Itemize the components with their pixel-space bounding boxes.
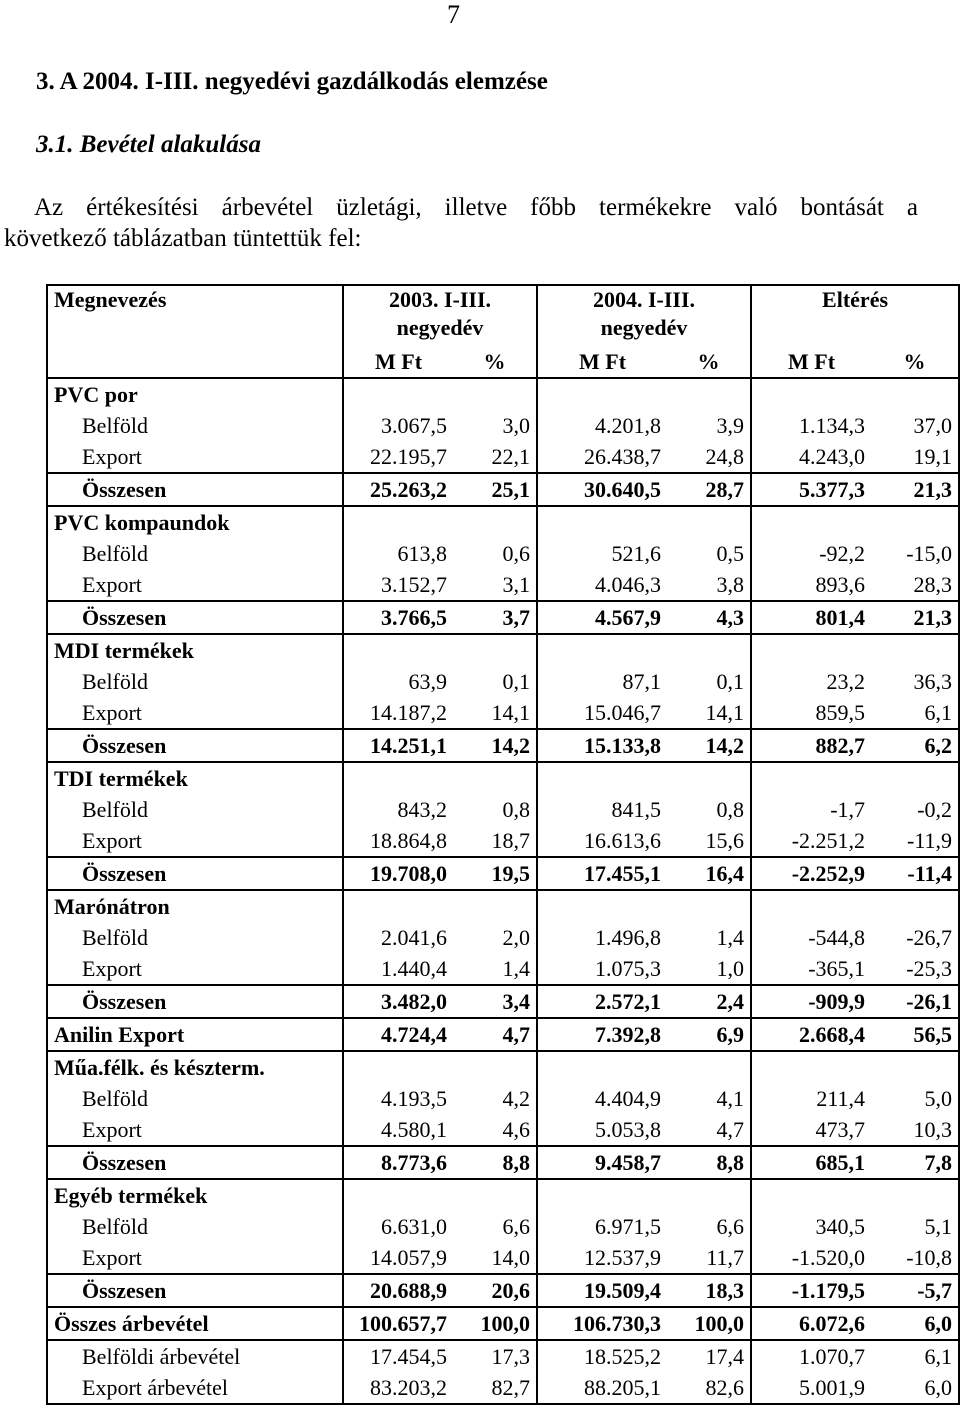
- data-row: [47, 538, 959, 569]
- section-title-row: [47, 1051, 959, 1083]
- row-label: Export: [47, 569, 343, 601]
- empty-cell: [343, 1179, 453, 1211]
- pct-diff-cell: -15,0: [871, 538, 959, 569]
- mft-diff-cell: 893,6: [751, 569, 871, 601]
- data-row: [47, 410, 959, 441]
- mft-diff-cell: 5.001,9: [751, 1372, 871, 1404]
- empty-cell: [537, 890, 667, 922]
- pct-2004-cell: 4,7: [716, 1117, 745, 1142]
- mft-2004-cell: 88.205,1: [537, 1372, 667, 1404]
- pct-2003-cell: 14,1: [491, 700, 531, 725]
- pct-2004-cell: 82,6: [667, 1372, 751, 1404]
- mft-2004-cell: 4.404,9: [537, 1083, 667, 1114]
- pct-2004-cell: 4,1: [716, 1086, 745, 1111]
- pct-2003-cell: 14,2: [453, 729, 537, 762]
- row-label: Belföld: [47, 666, 343, 697]
- section-title-row: [47, 506, 959, 538]
- pct-diff-cell: 6,0: [871, 1307, 959, 1340]
- pct-2003-cell: 3,4: [453, 985, 537, 1018]
- mft-2004-cell: 106.730,3: [537, 1307, 667, 1340]
- pct-2004-cell: 14,1: [705, 700, 745, 725]
- mft-2003-cell: 8.773,6: [343, 1146, 453, 1179]
- mft-diff-cell: -2.251,2: [751, 825, 871, 857]
- empty-cell: [667, 506, 751, 538]
- revenue-table-body: [47, 285, 959, 1404]
- mft-2004-cell: 18.525,2: [537, 1340, 667, 1372]
- data-row: [47, 1083, 959, 1114]
- mft-2004-cell: 26.438,7: [537, 441, 667, 473]
- mft-2004-cell: 15.133,8: [537, 729, 667, 762]
- row-label: Összesen: [47, 1274, 343, 1307]
- mft-2003-cell: 6.631,0: [343, 1211, 453, 1242]
- row-label: Belföld: [47, 794, 343, 825]
- pct-2004-cell: 0,5: [716, 541, 745, 566]
- empty-cell: [453, 762, 537, 794]
- sum-row: [47, 729, 959, 762]
- header-mft-2003: M Ft: [343, 346, 453, 378]
- mft-2004-cell: 9.458,7: [537, 1146, 667, 1179]
- mft-2004-cell: 4.046,3: [537, 569, 667, 601]
- empty-cell: [751, 1179, 871, 1211]
- pct-2004-cell: 1,0: [716, 956, 745, 981]
- row-label: Belföld: [47, 1083, 343, 1114]
- row-label: Export: [47, 953, 343, 985]
- mft-2004-cell: 2.572,1: [537, 985, 667, 1018]
- pct-2003-cell: 0,8: [502, 797, 531, 822]
- mft-diff-cell: -365,1: [751, 953, 871, 985]
- pct-2003-cell: 0,6: [502, 541, 531, 566]
- pct-2004-cell: 16,4: [667, 857, 751, 890]
- pct-diff-cell: 28,3: [871, 569, 959, 601]
- pct-2003-cell: 3,1: [502, 572, 531, 597]
- pct-2003-cell: 25,1: [453, 473, 537, 506]
- mft-diff-cell: -92,2: [751, 538, 871, 569]
- mft-2004-cell: 19.509,4: [537, 1274, 667, 1307]
- mft-2003-cell: 1.440,4: [343, 953, 453, 985]
- header-mft-2004: M Ft: [537, 346, 667, 378]
- pct-2003-cell: 20,6: [453, 1274, 537, 1307]
- mft-2003-cell: 14.187,2: [343, 697, 453, 729]
- data-row: [47, 666, 959, 697]
- mft-2003-cell: 17.454,5: [343, 1340, 453, 1372]
- mft-2004-cell: 12.537,9: [537, 1242, 667, 1274]
- revenue-table: [46, 284, 960, 1405]
- pct-2004-cell: 4,3: [667, 601, 751, 634]
- intro-paragraph: [4, 192, 918, 254]
- row-label: Export: [47, 441, 343, 473]
- empty-cell: [667, 1051, 751, 1083]
- mft-2003-cell: 18.864,8: [343, 825, 453, 857]
- row-label: Export: [47, 1242, 343, 1274]
- pct-2003-cell: 4,7: [453, 1018, 537, 1051]
- pct-2003-cell: 22,1: [491, 444, 531, 469]
- data-row: [47, 441, 959, 473]
- mft-diff-cell: -544,8: [751, 922, 871, 953]
- mft-2003-cell: 4.193,5: [343, 1083, 453, 1114]
- pct-2004-cell: 14,2: [667, 729, 751, 762]
- empty-cell: [667, 762, 751, 794]
- empty-cell: [751, 378, 871, 410]
- pct-2003-cell: 100,0: [453, 1307, 537, 1340]
- header-2003-line2: negyedév: [396, 315, 484, 340]
- empty-cell: [667, 1179, 751, 1211]
- section-title: Marónátron: [47, 890, 343, 922]
- empty-cell: [343, 506, 453, 538]
- empty-cell: [343, 1051, 453, 1083]
- mft-2004-cell: 4.567,9: [537, 601, 667, 634]
- section-title-row: [47, 634, 959, 666]
- pct-diff-cell: 10,3: [871, 1114, 959, 1146]
- pct-diff-cell: -5,7: [871, 1274, 959, 1307]
- pct-2004-cell: 1,4: [716, 925, 745, 950]
- mft-diff-cell: 473,7: [751, 1114, 871, 1146]
- empty-cell: [453, 634, 537, 666]
- sum-row: [47, 473, 959, 506]
- pct-2003-cell: 3,0: [502, 413, 531, 438]
- empty-cell: [751, 634, 871, 666]
- empty-cell: [453, 506, 537, 538]
- mft-2004-cell: 1.075,3: [537, 953, 667, 985]
- pct-2004-cell: 0,8: [716, 797, 745, 822]
- pct-2004-cell: 17,4: [705, 1344, 745, 1369]
- empty-cell: [871, 762, 959, 794]
- pct-2003-cell: 82,7: [453, 1372, 537, 1404]
- mft-2003-cell: 3.067,5: [343, 410, 453, 441]
- mft-2004-cell: 4.201,8: [537, 410, 667, 441]
- empty-cell: [871, 634, 959, 666]
- row-label: Belföld: [47, 922, 343, 953]
- data-row: [47, 794, 959, 825]
- mft-2004-cell: 841,5: [537, 794, 667, 825]
- empty-cell: [871, 506, 959, 538]
- header-row-periods: [47, 285, 959, 346]
- section-heading: 3. A 2004. I-III. negyedévi gazdálkodás elemzése: [36, 68, 548, 95]
- section-title-row: [47, 762, 959, 794]
- row-label: Összesen: [47, 985, 343, 1018]
- sum-row: [47, 1146, 959, 1179]
- mft-diff-cell: 23,2: [751, 666, 871, 697]
- pct-2003-cell: 18,7: [491, 828, 531, 853]
- empty-cell: [537, 762, 667, 794]
- mft-diff-cell: 4.243,0: [751, 441, 871, 473]
- pct-diff-cell: -11,9: [871, 825, 959, 857]
- intro-line-1: Az értékesítési árbevétel üzletági, illetve főbb termékekre való bontását a: [34, 194, 918, 221]
- section-title-row: [47, 378, 959, 410]
- domestic-revenue-row: [47, 1340, 959, 1372]
- section-title: PVC por: [47, 378, 343, 410]
- empty-cell: [751, 506, 871, 538]
- empty-cell: [453, 1179, 537, 1211]
- header-row-units: [47, 346, 959, 378]
- header-megnevezes: Megnevezés: [47, 285, 343, 346]
- header-mft-diff: M Ft: [751, 346, 871, 378]
- row-label: Összesen: [47, 857, 343, 890]
- mft-2003-cell: 613,8: [343, 538, 453, 569]
- pct-2004-cell: 24,8: [705, 444, 745, 469]
- pct-2003-cell: 3,7: [453, 601, 537, 634]
- mft-diff-cell: 211,4: [751, 1083, 871, 1114]
- export-revenue-row: [47, 1372, 959, 1404]
- mft-2003-cell: 63,9: [343, 666, 453, 697]
- mft-diff-cell: -1,7: [751, 794, 871, 825]
- pct-2004-cell: 100,0: [667, 1307, 751, 1340]
- pct-diff-cell: -0,2: [871, 794, 959, 825]
- mft-diff-cell: -909,9: [751, 985, 871, 1018]
- header-pct-2003: %: [483, 349, 506, 374]
- pct-diff-cell: 6,2: [871, 729, 959, 762]
- pct-diff-cell: 5,1: [871, 1211, 959, 1242]
- row-label: Export árbevétel: [47, 1372, 343, 1404]
- empty-cell: [667, 634, 751, 666]
- pct-2004-cell: 3,8: [716, 572, 745, 597]
- mft-2004-cell: 87,1: [537, 666, 667, 697]
- mft-2004-cell: 15.046,7: [537, 697, 667, 729]
- empty-cell: [343, 890, 453, 922]
- pct-diff-cell: 6,1: [871, 1340, 959, 1372]
- data-row: [47, 825, 959, 857]
- header-2004-line1: 2004. I-III.: [592, 287, 696, 312]
- row-label: Összesen: [47, 601, 343, 634]
- mft-2004-cell: 7.392,8: [537, 1018, 667, 1051]
- pct-2004-cell: 6,9: [667, 1018, 751, 1051]
- pct-diff-cell: -11,4: [871, 857, 959, 890]
- mft-2003-cell: 4.724,4: [343, 1018, 453, 1051]
- sum-row: [47, 985, 959, 1018]
- header-pct-diff: %: [871, 346, 959, 378]
- subsection-heading: 3.1. Bevétel alakulása: [36, 131, 261, 158]
- header-empty: [47, 346, 343, 378]
- mft-diff-cell: 2.668,4: [751, 1018, 871, 1051]
- empty-cell: [871, 378, 959, 410]
- empty-cell: [751, 1051, 871, 1083]
- mft-diff-cell: -2.252,9: [751, 857, 871, 890]
- row-label: Belföldi árbevétel: [47, 1340, 343, 1372]
- row-label: Belföld: [47, 410, 343, 441]
- sum-row: [47, 1274, 959, 1307]
- mft-2003-cell: 2.041,6: [343, 922, 453, 953]
- empty-cell: [871, 890, 959, 922]
- empty-cell: [343, 762, 453, 794]
- mft-2003-cell: 20.688,9: [343, 1274, 453, 1307]
- anilin-row: [47, 1018, 959, 1051]
- data-row: [47, 922, 959, 953]
- header-2004-line2: negyedév: [600, 315, 688, 340]
- pct-diff-cell: -26,7: [871, 922, 959, 953]
- pct-diff-cell: 5,0: [871, 1083, 959, 1114]
- empty-cell: [537, 634, 667, 666]
- pct-2004-cell: 18,3: [667, 1274, 751, 1307]
- pct-2004-cell: 3,9: [716, 413, 745, 438]
- row-label: Összesen: [47, 1146, 343, 1179]
- mft-diff-cell: 882,7: [751, 729, 871, 762]
- pct-2003-cell: 1,4: [502, 956, 531, 981]
- header-2003: [343, 285, 537, 346]
- header-2003-line1: 2003. I-III.: [388, 287, 492, 312]
- pct-2004-cell: 2,4: [667, 985, 751, 1018]
- mft-2004-cell: 16.613,6: [537, 825, 667, 857]
- header-2004: [537, 285, 751, 346]
- pct-diff-cell: 21,3: [871, 473, 959, 506]
- empty-cell: [453, 378, 537, 410]
- empty-cell: [871, 1179, 959, 1211]
- pct-2004-cell: 8,8: [667, 1146, 751, 1179]
- data-row: [47, 569, 959, 601]
- empty-cell: [453, 890, 537, 922]
- mft-diff-cell: -1.179,5: [751, 1274, 871, 1307]
- mft-2004-cell: 1.496,8: [537, 922, 667, 953]
- row-label: Export: [47, 1114, 343, 1146]
- mft-diff-cell: -1.520,0: [751, 1242, 871, 1274]
- section-title: Műa.félk. és készterm.: [47, 1051, 343, 1083]
- mft-diff-cell: 859,5: [751, 697, 871, 729]
- row-label: Összesen: [47, 729, 343, 762]
- mft-2003-cell: 25.263,2: [343, 473, 453, 506]
- data-row: [47, 1114, 959, 1146]
- data-row: [47, 953, 959, 985]
- pct-2004-cell: 11,7: [706, 1245, 745, 1270]
- pct-diff-cell: -10,8: [871, 1242, 959, 1274]
- pct-diff-cell: 6,1: [871, 697, 959, 729]
- pct-2003-cell: 2,0: [502, 925, 531, 950]
- data-row: [47, 1211, 959, 1242]
- pct-diff-cell: 37,0: [871, 410, 959, 441]
- mft-2004-cell: 30.640,5: [537, 473, 667, 506]
- pct-2003-cell: 14,0: [491, 1245, 531, 1270]
- empty-cell: [871, 1051, 959, 1083]
- total-row: [47, 1307, 959, 1340]
- section-title-row: [47, 1179, 959, 1211]
- mft-2003-cell: 3.482,0: [343, 985, 453, 1018]
- empty-cell: [667, 378, 751, 410]
- empty-cell: [537, 506, 667, 538]
- row-label: Belföld: [47, 1211, 343, 1242]
- section-title: MDI termékek: [47, 634, 343, 666]
- mft-2003-cell: 14.057,9: [343, 1242, 453, 1274]
- mft-2003-cell: 3.152,7: [343, 569, 453, 601]
- sum-row: [47, 857, 959, 890]
- empty-cell: [751, 890, 871, 922]
- mft-2003-cell: 4.580,1: [343, 1114, 453, 1146]
- mft-2003-cell: 843,2: [343, 794, 453, 825]
- data-row: [47, 1242, 959, 1274]
- mft-diff-cell: 801,4: [751, 601, 871, 634]
- pct-2003-cell: 4,6: [502, 1117, 531, 1142]
- row-label: Anilin Export: [47, 1018, 343, 1051]
- empty-cell: [343, 634, 453, 666]
- data-row: [47, 697, 959, 729]
- mft-2003-cell: 100.657,7: [343, 1307, 453, 1340]
- pct-2004-cell: 15,6: [705, 828, 745, 853]
- pct-diff-cell: 7,8: [871, 1146, 959, 1179]
- pct-diff-cell: -26,1: [871, 985, 959, 1018]
- empty-cell: [537, 378, 667, 410]
- row-label: Összesen: [47, 473, 343, 506]
- mft-diff-cell: 1.070,7: [751, 1340, 871, 1372]
- row-label: Export: [47, 825, 343, 857]
- section-title: TDI termékek: [47, 762, 343, 794]
- pct-2003-cell: 19,5: [453, 857, 537, 890]
- header-pct-2004: %: [697, 349, 720, 374]
- row-label: Összes árbevétel: [47, 1307, 343, 1340]
- pct-2004-cell: 28,7: [667, 473, 751, 506]
- mft-2003-cell: 22.195,7: [343, 441, 453, 473]
- empty-cell: [537, 1179, 667, 1211]
- empty-cell: [453, 1051, 537, 1083]
- mft-2004-cell: 5.053,8: [537, 1114, 667, 1146]
- section-title: Egyéb termékek: [47, 1179, 343, 1211]
- header-elteres: Eltérés: [751, 285, 959, 346]
- mft-2004-cell: 17.455,1: [537, 857, 667, 890]
- empty-cell: [667, 890, 751, 922]
- pct-2003-cell: 6,6: [502, 1214, 531, 1239]
- pct-2004-cell: 6,6: [716, 1214, 745, 1239]
- pct-diff-cell: 36,3: [871, 666, 959, 697]
- mft-diff-cell: 685,1: [751, 1146, 871, 1179]
- intro-line-2: következő táblázatban tüntettük fel:: [4, 225, 362, 252]
- empty-cell: [537, 1051, 667, 1083]
- mft-2003-cell: 19.708,0: [343, 857, 453, 890]
- mft-2003-cell: 3.766,5: [343, 601, 453, 634]
- mft-diff-cell: 1.134,3: [751, 410, 871, 441]
- mft-diff-cell: 340,5: [751, 1211, 871, 1242]
- pct-diff-cell: 6,0: [871, 1372, 959, 1404]
- pct-diff-cell: 19,1: [871, 441, 959, 473]
- pct-diff-cell: 56,5: [871, 1018, 959, 1051]
- mft-diff-cell: 5.377,3: [751, 473, 871, 506]
- mft-2004-cell: 6.971,5: [537, 1211, 667, 1242]
- mft-2003-cell: 83.203,2: [343, 1372, 453, 1404]
- mft-diff-cell: 6.072,6: [751, 1307, 871, 1340]
- row-label: Export: [47, 697, 343, 729]
- mft-2004-cell: 521,6: [537, 538, 667, 569]
- section-title-row: [47, 890, 959, 922]
- pct-2003-cell: 8,8: [453, 1146, 537, 1179]
- empty-cell: [343, 378, 453, 410]
- page-number: 7: [447, 0, 460, 29]
- pct-2003-cell: 17,3: [491, 1344, 531, 1369]
- section-title: PVC kompaundok: [47, 506, 343, 538]
- mft-2003-cell: 14.251,1: [343, 729, 453, 762]
- pct-2004-cell: 0,1: [716, 669, 745, 694]
- pct-diff-cell: -25,3: [871, 953, 959, 985]
- row-label: Belföld: [47, 538, 343, 569]
- pct-2003-cell: 0,1: [502, 669, 531, 694]
- sum-row: [47, 601, 959, 634]
- pct-2003-cell: 4,2: [502, 1086, 531, 1111]
- empty-cell: [751, 762, 871, 794]
- pct-diff-cell: 21,3: [871, 601, 959, 634]
